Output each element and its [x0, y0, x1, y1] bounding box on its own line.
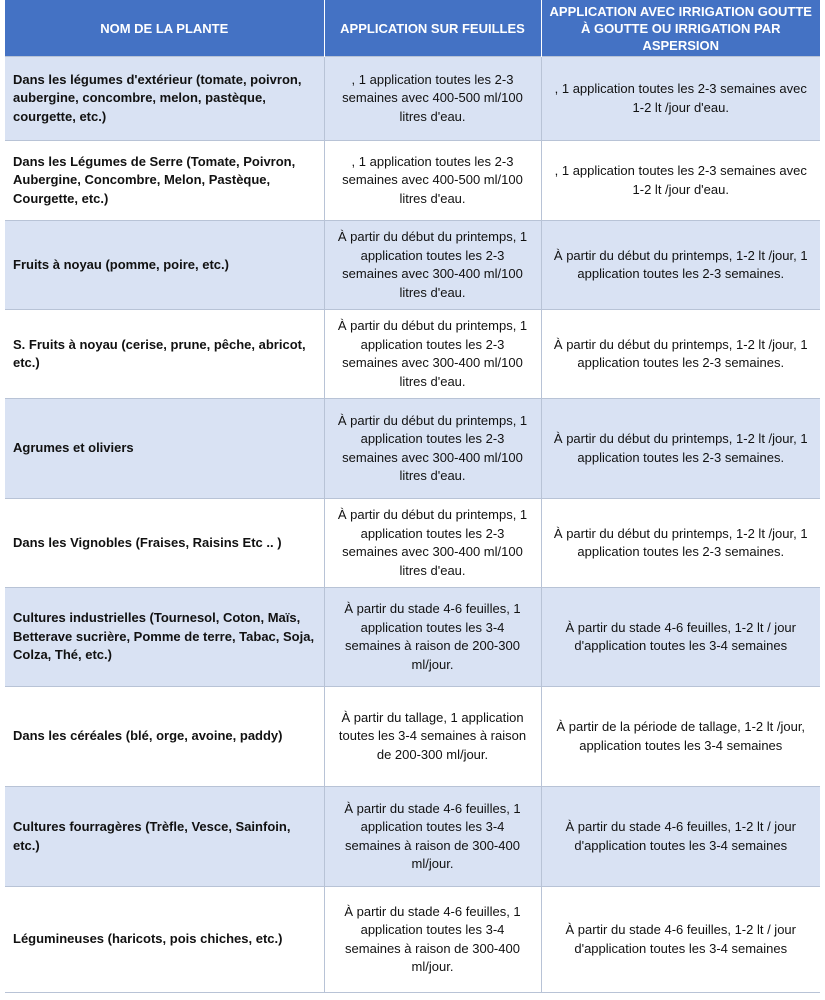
leaf-application-cell: , 1 application toutes les 2-3 semaines avec 400-500 ml/100 litres d'eau.: [324, 57, 541, 141]
plant-name-cell: Fruits à noyau (pomme, poire, etc.): [5, 221, 324, 310]
irrigation-application-cell: , 1 application toutes les 2-3 semaines avec 1-2 lt /jour d'eau.: [541, 141, 820, 221]
plant-name-cell: Cultures industrielles (Tournesol, Coton, Maïs, Betterave sucrière, Pomme de terre, Tabac, Soja, Colza, Thé, etc.): [5, 588, 324, 687]
irrigation-application-cell: À partir du stade 4-6 feuilles, 1-2 lt / jour d'application toutes les 3-4 semaines: [541, 887, 820, 993]
leaf-application-cell: À partir du stade 4-6 feuilles, 1 application toutes les 3-4 semaines à raison de 300-400 ml/jour.: [324, 787, 541, 887]
leaf-application-cell: À partir du début du printemps, 1 application toutes les 2-3 semaines avec 300-400 ml/100 litres d'eau.: [324, 399, 541, 499]
irrigation-application-cell: À partir du stade 4-6 feuilles, 1-2 lt / jour d'application toutes les 3-4 semaines: [541, 588, 820, 687]
irrigation-application-cell: À partir du début du printemps, 1-2 lt /jour, 1 application toutes les 2-3 semaines.: [541, 499, 820, 588]
header-leaf-application: APPLICATION SUR FEUILLES: [324, 0, 541, 57]
table-row: [5, 57, 820, 141]
table-body: [5, 57, 820, 993]
header-row: [5, 0, 820, 57]
table-row: [5, 687, 820, 787]
irrigation-application-cell: , 1 application toutes les 2-3 semaines avec 1-2 lt /jour d'eau.: [541, 57, 820, 141]
plant-name-cell: Légumineuses (haricots, pois chiches, etc.): [5, 887, 324, 993]
table-header: [5, 0, 820, 57]
plant-name-cell: Dans les légumes d'extérieur (tomate, poivron, aubergine, concombre, melon, pastèque, courgette, etc.): [5, 57, 324, 141]
leaf-application-cell: , 1 application toutes les 2-3 semaines avec 400-500 ml/100 litres d'eau.: [324, 141, 541, 221]
leaf-application-cell: À partir du début du printemps, 1 application toutes les 2-3 semaines avec 300-400 ml/100 litres d'eau.: [324, 221, 541, 310]
table-row: [5, 221, 820, 310]
irrigation-application-cell: À partir du début du printemps, 1-2 lt /jour, 1 application toutes les 2-3 semaines.: [541, 399, 820, 499]
table-row: [5, 310, 820, 399]
table-row: [5, 499, 820, 588]
irrigation-application-cell: À partir du début du printemps, 1-2 lt /jour, 1 application toutes les 2-3 semaines.: [541, 310, 820, 399]
plant-name-cell: Dans les Vignobles (Fraises, Raisins Etc .. ): [5, 499, 324, 588]
table-row: [5, 141, 820, 221]
leaf-application-cell: À partir du début du printemps, 1 application toutes les 2-3 semaines avec 300-400 ml/100 litres d'eau.: [324, 310, 541, 399]
leaf-application-cell: À partir du stade 4-6 feuilles, 1 application toutes les 3-4 semaines à raison de 300-400 ml/jour.: [324, 887, 541, 993]
irrigation-application-cell: À partir de la période de tallage, 1-2 lt /jour, application toutes les 3-4 semaines: [541, 687, 820, 787]
plant-name-cell: S. Fruits à noyau (cerise, prune, pêche, abricot, etc.): [5, 310, 324, 399]
table-row: [5, 787, 820, 887]
leaf-application-cell: À partir du stade 4-6 feuilles, 1 application toutes les 3-4 semaines à raison de 200-300 ml/jour.: [324, 588, 541, 687]
leaf-application-cell: À partir du tallage, 1 application toutes les 3-4 semaines à raison de 200-300 ml/jour.: [324, 687, 541, 787]
header-plant-name: NOM DE LA PLANTE: [5, 0, 324, 57]
plant-name-cell: Dans les céréales (blé, orge, avoine, paddy): [5, 687, 324, 787]
application-table: [5, 0, 820, 993]
table-row: [5, 399, 820, 499]
plant-name-cell: Dans les Légumes de Serre (Tomate, Poivron, Aubergine, Concombre, Melon, Pastèque, Courgette, etc.): [5, 141, 324, 221]
irrigation-application-cell: À partir du début du printemps, 1-2 lt /jour, 1 application toutes les 2-3 semaines.: [541, 221, 820, 310]
irrigation-application-cell: À partir du stade 4-6 feuilles, 1-2 lt / jour d'application toutes les 3-4 semaines: [541, 787, 820, 887]
plant-name-cell: Cultures fourragères (Trèfle, Vesce, Sainfoin, etc.): [5, 787, 324, 887]
leaf-application-cell: À partir du début du printemps, 1 application toutes les 2-3 semaines avec 300-400 ml/100 litres d'eau.: [324, 499, 541, 588]
plant-name-cell: Agrumes et oliviers: [5, 399, 324, 499]
table-row: [5, 588, 820, 687]
header-irrigation-application: APPLICATION AVEC IRRIGATION GOUTTE À GOUTTE OU IRRIGATION PAR ASPERSION: [541, 0, 820, 57]
table-row: [5, 887, 820, 993]
